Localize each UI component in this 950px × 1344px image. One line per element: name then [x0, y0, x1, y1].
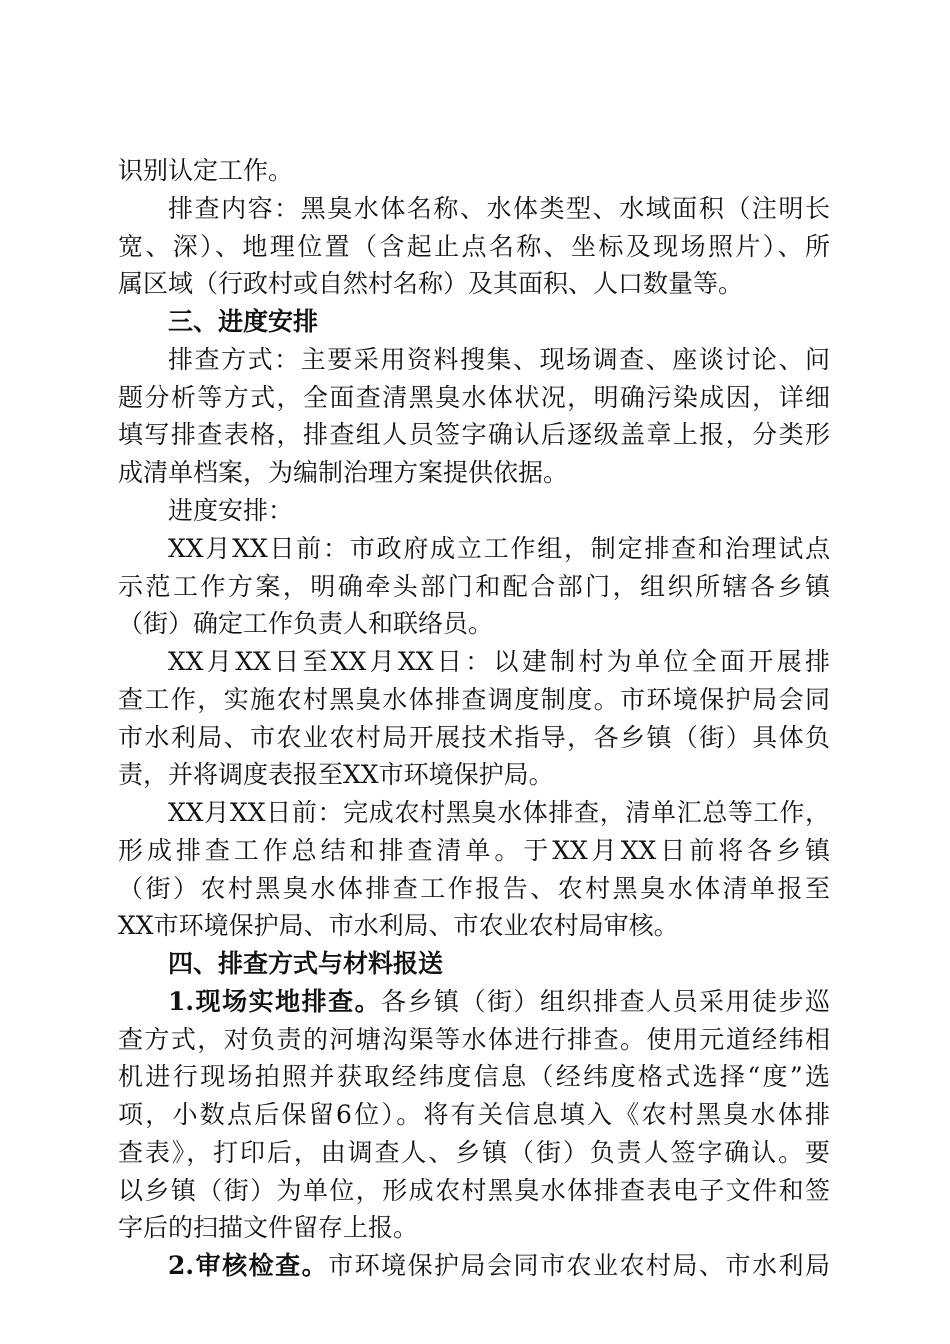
paragraph-line: 排查方式：主要采用资料搜集、现场调查、座谈讨论、问 [168, 345, 830, 374]
paragraph-line: 识别认定工作。 [118, 156, 294, 185]
paragraph-line: XX月XX日至XX月XX日：以建制村为单位全面开展排 [168, 647, 830, 676]
paragraph-line: XX月XX日前：完成农村黑臭水体排查，清单汇总等工作， [168, 798, 830, 827]
item-lead: 1.现场实地排查。 [168, 987, 382, 1016]
paragraph-line [168, 1248, 830, 1284]
paragraph-line: （街）农村黑臭水体排查工作报告、农村黑臭水体清单报至 [118, 874, 830, 903]
item-lead: 2.审核检查。 [168, 1251, 329, 1280]
paragraph-line: 题分析等方式，全面查清黑臭水体状况，明确污染成因，详细 [118, 383, 830, 412]
paragraph-line: 项，小数点后保留6位）。将有关信息填入《农村黑臭水体排 [118, 1100, 830, 1129]
paragraph-line: 宽、深）、地理位置（含起止点名称、坐标及现场照片）、所 [118, 232, 830, 261]
paragraph-line: 成清单档案，为编制治理方案提供依据。 [118, 458, 569, 487]
paragraph-line: 属区域（行政村或自然村名称）及其面积、人口数量等。 [118, 269, 744, 298]
paragraph-line: 示范工作方案，明确牵头部门和配合部门，组织所辖各乡镇 [118, 572, 830, 601]
section-heading: 三、进度安排 [168, 307, 319, 336]
paragraph-line: 市水利局、市农业农村局开展技术指导，各乡镇（街）具体负 [118, 723, 830, 752]
paragraph-line: XX月XX日前：市政府成立工作组，制定排查和治理试点 [168, 534, 830, 563]
item-text: 各乡镇（街）组织排查人员采用徒步巡 [381, 987, 830, 1016]
paragraph-line: XX市环境保护局、市水利局、市农业农村局审核。 [118, 911, 679, 940]
paragraph-line: 机进行现场拍照并获取经纬度信息（经纬度格式选择“度”选 [118, 1062, 830, 1091]
paragraph-line: 字后的扫描文件留存上报。 [118, 1213, 419, 1242]
paragraph-line: 查工作，实施农村黑臭水体排查调度制度。市环境保护局会同 [118, 685, 830, 714]
paragraph-line: 以乡镇（街）为单位，形成农村黑臭水体排查表电子文件和签 [118, 1176, 830, 1205]
paragraph-line: 进度安排： [168, 496, 294, 525]
paragraph-line: 查方式，对负责的河塘沟渠等水体进行排查。使用元道经纬相 [118, 1025, 830, 1054]
paragraph-line [168, 984, 830, 1020]
paragraph-line: 填写排查表格，排查组人员签字确认后逐级盖章上报，分类形 [118, 420, 830, 449]
paragraph-line: 形成排查工作总结和排查清单。于XX月XX日前将各乡镇 [118, 836, 830, 865]
section-heading: 四、排查方式与材料报送 [168, 949, 444, 978]
paragraph-line: 查表》，打印后，由调查人、乡镇（街）负责人签字确认。要 [118, 1138, 830, 1167]
paragraph-line: 排查内容：黑臭水体名称、水体类型、水域面积（注明长 [168, 194, 830, 223]
item-text: 市环境保护局会同市农业农村局、市水利局 [328, 1251, 830, 1280]
paragraph-line: （街）确定工作负责人和联络员。 [118, 609, 494, 638]
paragraph-line: 责，并将调度表报至XX市环境保护局。 [118, 760, 554, 789]
